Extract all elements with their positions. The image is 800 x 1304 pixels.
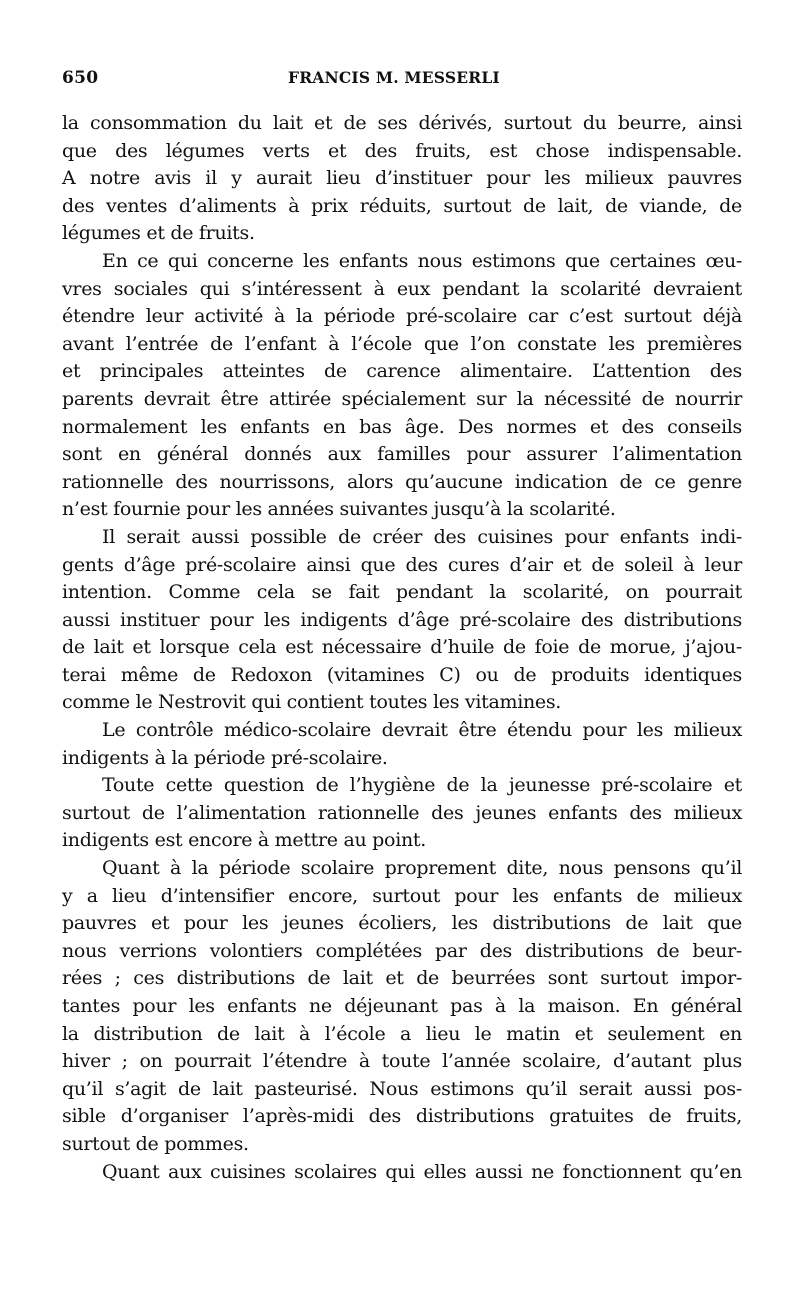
text-line: gents d’âge pré-scolaire ainsi que des cures d’air et de soleil à leur [62,553,742,576]
text-line: Toute cette question de l’hygiène de la jeunesse pré-scolaire et [102,774,742,797]
text-line: En ce qui concerne les enfants nous estimons que certaines œu- [102,249,742,272]
text-line: tantes pour les enfants ne déjeunant pas à la maison. En général [62,995,742,1017]
text-line: qu’il s’agit de lait pasteurisé. Nous estimons qu’il serait aussi pos- [62,1077,742,1100]
text-line: la consommation du lait et de ses dérivés, surtout du beurre, ainsi [62,112,742,134]
body-text [62,110,742,1186]
text-line: Quant à la période scolaire proprement dite, nous pensons qu’il [102,857,742,880]
page-number: 650 [62,68,99,88]
text-line: parents devrait être attirée spécialement sur la nécessité de nourrir [62,387,742,410]
text-line: indigents est encore à mettre au point. [62,829,426,852]
text-line: Il serait aussi possible de créer des cuisines pour enfants indi- [102,525,742,548]
text-line: de lait et lorsque cela est nécessaire d’huile de foie de morue, j’ajou- [62,636,742,659]
text-line: intention. Comme cela se fait pendant la scolarité, on pourrait [62,581,742,604]
text-line: pauvres et pour les jeunes écoliers, les distributions de lait que [62,912,742,935]
text-line: sible d’organiser l’après-midi des distributions gratuites de fruits, [62,1105,742,1128]
page-header [62,68,742,92]
text-line: n’est fournie pour les années suivantes jusqu’à la scolarité. [62,498,616,521]
text-line: normalement les enfants en bas âge. Des normes et des conseils [62,415,742,438]
text-line: rées ; ces distributions de lait et de beurrées sont surtout impor- [62,967,742,990]
text-line: la distribution de lait à l’école a lieu le matin et seulement en [62,1022,742,1045]
text-line: et principales atteintes de carence alimentaire. L’attention des [62,360,742,383]
text-line: légumes et de fruits. [62,222,255,245]
text-line: y a lieu d’intensifier encore, surtout pour les enfants de milieux [62,884,742,907]
running-head: FRANCIS M. MESSERLI [288,68,500,87]
text-line: Quant aux cuisines scolaires qui elles aussi ne fonctionnent qu’en [102,1160,742,1183]
text-line: hiver ; on pourrait l’étendre à toute l’année scolaire, d’autant plus [62,1050,742,1073]
text-line: surtout de pommes. [62,1132,249,1155]
text-line: étendre leur activité à la période pré-scolaire car c’est surtout déjà [62,305,742,328]
text-line: nous verrions volontiers complétées par des distributions de beur- [62,939,742,962]
text-line: rationnelle des nourrissons, alors qu’aucune indication de ce genre [62,470,742,493]
text-line: des ventes d’aliments à prix réduits, surtout de lait, de viande, de [62,194,742,217]
text-line: que des légumes verts et des fruits, est chose indispensable. [62,139,742,162]
text-line: indigents à la période pré-scolaire. [62,746,388,769]
text-line: A notre avis il y aurait lieu d’instituer pour les milieux pauvres [62,167,742,190]
text-line: comme le Nestrovit qui contient toutes les vitamines. [62,691,562,714]
text-line: vres sociales qui s’intéressent à eux pendant la scolarité devraient [62,277,742,300]
text-line: surtout de l’alimentation rationnelle des jeunes enfants des milieux [62,801,742,824]
text-line: Le contrôle médico-scolaire devrait être étendu pour les milieux [102,719,742,742]
text-line: aussi instituer pour les indigents d’âge pré-scolaire des distributions [62,608,742,631]
text-line: sont en général donnés aux familles pour assurer l’alimentation [62,443,742,466]
text-line: terai même de Redoxon (vitamines C) ou de produits identiques [62,663,742,686]
text-line: avant l’entrée de l’enfant à l’école que l’on constate les premières [62,332,742,355]
